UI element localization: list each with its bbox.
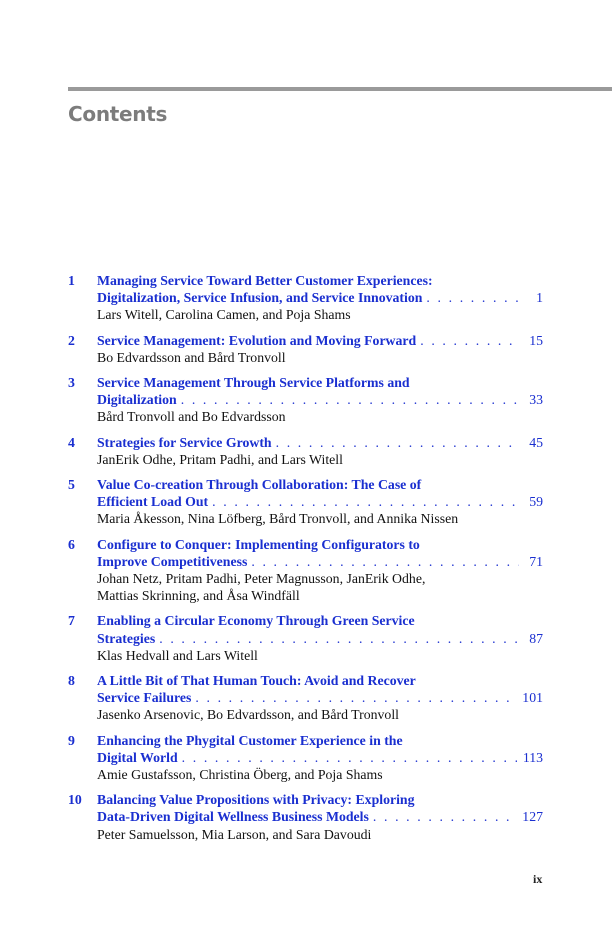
chapter-authors: Johan Netz, Pritam Padhi, Peter Magnusson, JanErik Odhe, <box>97 571 426 587</box>
table-of-contents <box>68 272 543 851</box>
chapter-title-link[interactable]: Balancing Value Propositions with Privacy: Exploring <box>97 792 415 808</box>
chapter-page-link[interactable]: 101 <box>522 690 543 706</box>
chapter-title-link[interactable]: Data-Driven Digital Wellness Business Models <box>97 809 369 825</box>
chapter-title-link[interactable]: Enabling a Circular Economy Through Green Service <box>97 613 415 629</box>
chapter-title-link[interactable]: Service Management: Evolution and Moving Forward <box>97 332 417 348</box>
toc-entry[interactable] <box>68 434 543 468</box>
dot-leader <box>182 749 517 766</box>
chapter-title-link[interactable]: Digital World <box>97 749 178 765</box>
chapter-title-link[interactable]: Service Management Through Service Platforms and <box>97 375 410 391</box>
chapter-title-link[interactable]: Strategies for Service Growth <box>97 434 272 450</box>
chapter-title-link[interactable]: Managing Service Toward Better Customer Experiences: <box>97 273 433 288</box>
page-title: Contents <box>68 102 168 126</box>
chapter-number: 4 <box>68 434 75 450</box>
chapter-page-link[interactable]: 1 <box>536 290 543 306</box>
toc-entry[interactable] <box>68 612 543 664</box>
chapter-title-link[interactable]: Efficient Load Out <box>97 494 209 510</box>
chapter-page-link[interactable]: 87 <box>529 630 543 646</box>
dot-leader <box>195 689 516 706</box>
chapter-title-link[interactable]: Value Co-creation Through Collaboration: The Case of <box>97 477 422 493</box>
chapter-authors: Klas Hedvall and Lars Witell <box>97 647 258 663</box>
chapter-authors: Maria Åkesson, Nina Löfberg, Bård Tronvoll, and Annika Nissen <box>97 511 459 527</box>
chapter-page-link[interactable]: 33 <box>529 392 543 408</box>
chapter-title-link[interactable]: Service Failures <box>97 690 192 706</box>
chapter-page-link[interactable]: 15 <box>529 332 543 348</box>
top-rule <box>68 87 612 91</box>
chapter-title-link[interactable]: Improve Competitiveness <box>97 553 248 569</box>
page-number: ix <box>533 872 543 886</box>
chapter-number: 6 <box>68 536 75 552</box>
toc-entry[interactable] <box>68 476 543 528</box>
chapter-title-link[interactable]: Strategies <box>97 630 156 646</box>
chapter-page-link[interactable]: 59 <box>529 494 543 510</box>
chapter-authors: Mattias Skrinning, and Åsa Windfäll <box>97 588 300 604</box>
chapter-number: 7 <box>68 613 75 629</box>
dot-leader <box>181 391 519 408</box>
toc-entry[interactable] <box>68 272 543 324</box>
chapter-title-link[interactable]: Configure to Conquer: Implementing Configurators to <box>97 536 420 552</box>
toc-entry[interactable] <box>68 536 543 605</box>
chapter-authors: Jasenko Arsenovic, Bo Edvardsson, and Bård Tronvoll <box>97 707 399 723</box>
dot-leader <box>420 332 519 349</box>
dot-leader <box>373 808 516 825</box>
chapter-authors: Peter Samuelsson, Mia Larson, and Sara Davoudi <box>97 826 372 842</box>
dot-leader <box>251 553 519 570</box>
chapter-number: 1 <box>68 273 75 288</box>
chapter-authors: JanErik Odhe, Pritam Padhi, and Lars Witell <box>97 451 343 467</box>
chapter-authors: Bo Edvardsson and Bård Tronvoll <box>97 349 286 365</box>
chapter-title-link[interactable]: Digitalization <box>97 392 177 408</box>
chapter-page-link[interactable]: 113 <box>522 749 543 765</box>
toc-entry[interactable] <box>68 791 543 843</box>
dot-leader <box>276 434 519 451</box>
chapter-title-link[interactable]: Digitalization, Service Infusion, and Service Innovation <box>97 290 423 306</box>
chapter-title-link[interactable]: A Little Bit of That Human Touch: Avoid and Recover <box>97 673 416 689</box>
chapter-title-link[interactable]: Enhancing the Phygital Customer Experience in the <box>97 732 403 748</box>
dot-leader <box>426 289 519 306</box>
dot-leader <box>212 493 519 510</box>
toc-entry[interactable] <box>68 672 543 724</box>
chapter-page-link[interactable]: 71 <box>529 553 543 569</box>
dot-leader <box>159 630 519 647</box>
chapter-number: 2 <box>68 332 75 348</box>
chapter-number: 5 <box>68 477 75 493</box>
chapter-page-link[interactable]: 127 <box>522 809 543 825</box>
chapter-number: 8 <box>68 673 75 689</box>
chapter-page-link[interactable]: 45 <box>529 434 543 450</box>
chapter-number: 3 <box>68 375 75 391</box>
chapter-authors: Lars Witell, Carolina Camen, and Poja Shams <box>97 307 351 323</box>
chapter-number: 9 <box>68 732 75 748</box>
toc-entry[interactable] <box>68 374 543 426</box>
chapter-number: 10 <box>68 792 82 808</box>
chapter-authors: Amie Gustafsson, Christina Öberg, and Poja Shams <box>97 767 383 783</box>
toc-entry[interactable] <box>68 732 543 784</box>
toc-entry[interactable] <box>68 332 543 366</box>
chapter-authors: Bård Tronvoll and Bo Edvardsson <box>97 409 286 425</box>
